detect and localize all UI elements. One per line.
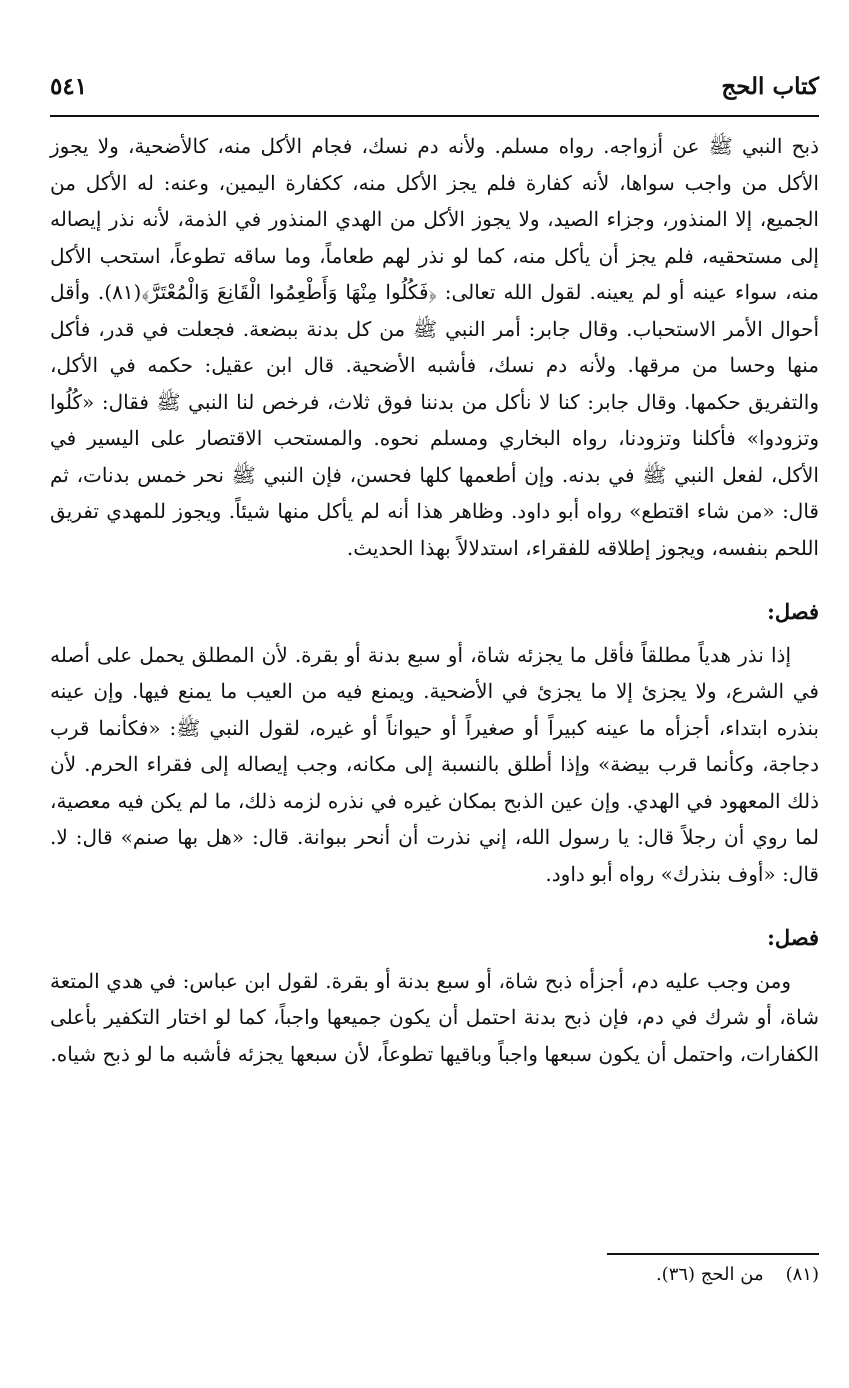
footnote-rule	[607, 1253, 819, 1255]
header-rule	[50, 115, 819, 117]
footnote-number: (٨١)	[785, 1264, 819, 1285]
section-paragraph: إذا نذر هدياً مطلقاً فأقل ما يجزئه شاة، أو سبع بدنة أو بقرة. لأن المطلق يحمل على أصله في الشرع، ولا يجزئ إلا ما يجزئ في الأضحية. ويمنع فيه من العيب ما يمنع فيها. وإن عينه بنذره ابتداء، أجزأه ما عينه كبيراً أو صغيراً أو حيواناً أو غيره، لقول النبي ﷺ: «فكأنما قرب دجاجة، وكأنما قرب بيضة» وإذا أطلق بالنسبة إلى مكانه، وجب إيصاله إلى فقراء الحرم. لأن ذلك المعهود في الهدي. وإن عين الذبح بمكان غيره في نذره لزمه ذلك، ما لم يكن فيه معصية، لما روي أن رجلاً قال: يا رسول الله، إني نذرت أن أنحر ببوانة. قال: «هل بها صنم» قال: لا. قال: «أوف بنذرك» رواه أبو داود.	[50, 642, 819, 886]
section-heading: فصل:	[767, 925, 819, 950]
page-number: ٥٤١	[50, 72, 88, 100]
section-heading: فصل:	[767, 599, 819, 624]
footnote	[656, 1264, 819, 1285]
footnote-text: من الحج (٣٦).	[655, 1264, 764, 1285]
main-text	[50, 128, 819, 1072]
paragraph-intro: ذبح النبي ﷺ عن أزواجه. رواه مسلم. ولأنه دم نسك، فجام الأكل منه، كالأضحية، ولا يجوز الأكل من واجب سواها، لأنه كفارة فلم يجز الأكل منه، ككفارة اليمين، وعنه: له الأكل من الجميع، إلا المنذور، وجزاء الصيد، ولا يجوز الأكل من الهدي المنذور في الذمة، لأنه نذر إيصاله إلى مستحقيه، فلم يجز أن يأكل منه، كما لو نذر لهم طعاماً، وما ساقه تطوعاً، استحب الأكل منه، سواء عينه أو لم يعينه. لقول الله تعالى: ﴿فَكُلُوا مِنْهَا وَأَطْعِمُوا الْقَانِعَ وَالْمُعْتَرَّ﴾(٨١). وأقل أحوال الأمر الاستحباب. وقال جابر: أمر النبي ﷺ من كل بدنة ببضعة. فجعلت في قدر، فأكل منها وحسا من مرقها. ولأنه دم نسك، فأشبه الأضحية. قال ابن عقيل: حكمه في الأكل، والتفريق حكمها. وقال جابر: كنا لا نأكل من بدننا فوق ثلاث، فرخص لنا النبي ﷺ فقال: «كُلُوا وتزودوا» فأكلنا وتزودنا، رواه البخاري ومسلم نحوه. والمستحب الاقتصار على اليسير في الأكل، لفعل النبي ﷺ في بدنه. وإن أطعمها كلها فحسن، فإن النبي ﷺ نحر خمس بدنات، ثم قال: «من شاء اقتطع» رواه أبو داود. وظاهر هذا أنه لم يأكل منها شيئاً. ويجوز للمهدي تفريق اللحم بنفسه، ويجوز إطلاقه للفقراء، استدلالاً بهذا الحديث.	[50, 134, 820, 560]
page-header	[50, 66, 819, 106]
book-title: كتاب الحج	[721, 72, 819, 100]
section-paragraph: ومن وجب عليه دم، أجزأه ذبح شاة، أو سبع بدنة أو بقرة. لقول ابن عباس: في هدي المتعة شاة، أو شرك في دم، فإن ذبح بدنة احتمل أن يكون جميعها واجباً، كما لو اختار التكفير بأعلى الكفارات، واحتمل أن يكون سبعها واجباً وباقيها تطوعاً، لأن سبعها يجزئه فأشبه ما لو ذبح شياه.	[50, 968, 819, 1066]
